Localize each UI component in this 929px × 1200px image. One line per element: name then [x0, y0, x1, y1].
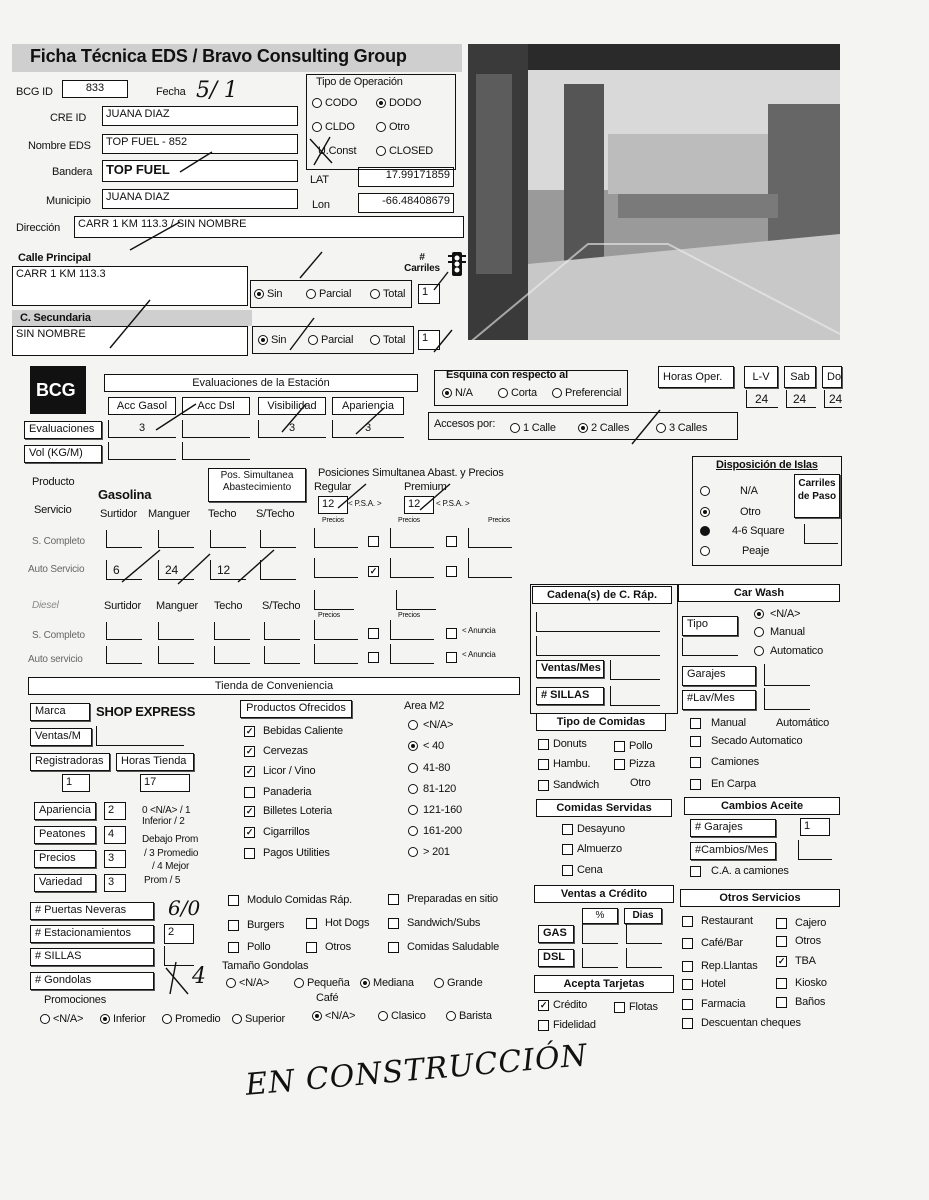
- option-label: > 201: [423, 846, 450, 858]
- rating-variedad-field[interactable]: 3: [104, 874, 126, 892]
- col-techo: Techo: [208, 508, 237, 520]
- scale-text-1: 0 <N/A> / 1 Inferior / 2: [142, 805, 191, 827]
- producto-label: Producto: [32, 476, 75, 488]
- option-label: Barista: [459, 1010, 492, 1022]
- rating-peatones-label: Peatones: [34, 826, 96, 844]
- option-label: Pollo: [629, 740, 653, 752]
- calle-principal-label: Calle Principal: [18, 252, 91, 264]
- option-label: 161-200: [423, 825, 462, 837]
- option-label: Fidelidad: [553, 1019, 596, 1031]
- option-label: Inferior: [113, 1013, 146, 1025]
- option-label: Clasico: [391, 1010, 426, 1022]
- diesel-completo-anuncia: < Anuncia: [462, 626, 496, 635]
- option-label: Almuerzo: [577, 843, 622, 855]
- cell-value: 12: [217, 563, 230, 577]
- option-label: Otro: [630, 777, 651, 789]
- bandera-field[interactable]: TOP FUEL: [102, 160, 298, 182]
- option-label: TBA: [795, 955, 816, 967]
- option-label: Flotas: [629, 1001, 658, 1013]
- carriles-paso-text: Carriles de Paso: [797, 478, 837, 502]
- precios-label-1: Precios: [322, 517, 344, 524]
- option-label: Preparadas en sitio: [407, 893, 498, 905]
- tipo-option-label: DODO: [389, 97, 422, 109]
- option-label: Sin: [267, 288, 283, 300]
- diesel-col-stecho: S/Techo: [262, 600, 301, 612]
- eval-value: 3: [139, 422, 145, 434]
- option-label: Crédito: [553, 999, 588, 1011]
- gondolas-label: # Gondolas: [30, 972, 154, 990]
- lat-label: LAT: [310, 174, 329, 186]
- lon-label: Lon: [312, 199, 330, 211]
- option-label: Sin: [271, 334, 287, 346]
- option-label: N/A: [740, 485, 758, 497]
- option-label: Rep.Llantas: [701, 960, 758, 972]
- car-wash-tipo-label: Tipo: [682, 616, 738, 636]
- scale-text-4: / 4 Mejor: [152, 861, 190, 872]
- cadena-title: Cadena(s) de C. Ráp.: [532, 586, 672, 604]
- tienda-title: Tienda de Conveniencia: [28, 677, 520, 695]
- sillas-label: # SILLAS: [30, 948, 154, 966]
- vol-label: Vol (KG/M): [24, 445, 102, 463]
- option-label: 81-120: [423, 783, 457, 795]
- pos-simultanea-text: Pos. Simultanea Abastecimiento: [220, 470, 294, 493]
- option-label: Camiones: [711, 756, 759, 768]
- gas-row-label-completo: S. Completo: [32, 536, 85, 547]
- direccion-field[interactable]: CARR 1 KM 113.3 / SIN NOMBRE: [74, 216, 464, 238]
- tipo-comidas-title: Tipo de Comidas: [536, 713, 666, 731]
- option-label: En Carpa: [711, 778, 756, 790]
- comidas-servidas-title: Comidas Servidas: [536, 799, 672, 817]
- ventas-m-label: Ventas/M: [30, 728, 92, 746]
- diesel-label: Diesel: [32, 600, 59, 611]
- bcg-id-label: BCG ID: [16, 86, 53, 98]
- option-label: Otros: [325, 941, 351, 953]
- cadena-ventas-label: Ventas/Mes: [536, 660, 604, 678]
- lon-field[interactable]: -66.48408679: [358, 193, 454, 213]
- option-label: C.A. a camiones: [711, 865, 789, 877]
- scale-text-5: Prom / 5: [144, 875, 181, 886]
- calle-principal-carriles[interactable]: 1: [418, 284, 440, 304]
- precios-label-3: Precios: [488, 517, 510, 524]
- option-label: Modulo Comidas Ráp.: [247, 894, 353, 906]
- tipo-option-label: CODO: [325, 97, 358, 109]
- diesel-col-manguer: Manguer: [156, 600, 199, 612]
- cre-id-field[interactable]: JUANA DIAZ: [102, 106, 298, 126]
- horas-col-do: Do: [822, 366, 842, 388]
- rating-apariencia-field[interactable]: 2: [104, 802, 126, 820]
- col-manguer: Manguer: [148, 508, 191, 520]
- car-wash-title: Car Wash: [678, 584, 840, 602]
- diesel-col-techo: Techo: [214, 600, 243, 612]
- option-label: Café/Bar: [701, 937, 743, 949]
- rating-precios-label: Precios: [34, 850, 96, 868]
- aceite-garajes-field[interactable]: 1: [800, 818, 830, 836]
- carriles-label: # Carriles: [404, 252, 440, 274]
- cambios-aceite-title: Cambios Aceite: [684, 797, 840, 815]
- option-label: Pizza: [629, 758, 655, 770]
- option-label: Mediana: [373, 977, 414, 989]
- evaluaciones-row-label: Evaluaciones: [24, 421, 102, 439]
- eval-col-acc-gasol: Acc Gasol: [108, 397, 176, 415]
- rating-variedad-label: Variedad: [34, 874, 96, 892]
- col-stecho: S/Techo: [256, 508, 295, 520]
- calle-secundaria-field[interactable]: SIN NOMBRE: [12, 326, 248, 356]
- credito-col-dias: Dias: [624, 908, 662, 924]
- promociones-label: Promociones: [44, 994, 106, 1006]
- eval-value: 3: [365, 422, 371, 434]
- cell-value: 24: [165, 563, 178, 577]
- option-label: 121-160: [423, 804, 462, 816]
- area-title: Area M2: [404, 700, 445, 712]
- option-label: Cigarrillos: [263, 826, 310, 838]
- option-label: Otros: [795, 935, 821, 947]
- form-title: Ficha Técnica EDS / Bravo Consulting Group: [30, 46, 407, 66]
- option-label: < 40: [423, 740, 444, 752]
- tipo-option-label: CLOSED: [389, 145, 434, 157]
- municipio-label: Municipio: [46, 195, 91, 207]
- horas-col-lv: L-V: [744, 366, 778, 388]
- handwritten-note: EN CONSTRUCCIÓN: [244, 1038, 590, 1103]
- diesel-auto-anuncia: < Anuncia: [462, 650, 496, 659]
- bcg-id-field[interactable]: 833: [62, 80, 128, 98]
- horas-tienda-field[interactable]: 17: [140, 774, 190, 792]
- estacionamientos-field[interactable]: 2: [164, 924, 194, 944]
- horas-value: 24: [755, 392, 768, 406]
- option-label: Grande: [447, 977, 483, 989]
- nombre-label: Nombre EDS: [28, 140, 91, 152]
- col-surtidor: Surtidor: [100, 508, 137, 520]
- car-wash-lav-label: #Lav/Mes: [682, 690, 756, 710]
- ventas-credito-title: Ventas a Crédito: [534, 885, 674, 903]
- option-label: <N/A>: [325, 1010, 356, 1022]
- option-label: Panaderia: [263, 786, 312, 798]
- eval-value: 3: [289, 422, 295, 434]
- horas-tienda-label: Horas Tienda: [116, 753, 194, 771]
- option-label: Cervezas: [263, 745, 308, 757]
- option-label: Promedio: [175, 1013, 221, 1025]
- aceite-cambios-label: #Cambios/Mes: [690, 842, 776, 860]
- gasolina-label: Gasolina: [98, 487, 152, 502]
- registradoras-label: Registradoras: [30, 753, 110, 771]
- municipio-field[interactable]: JUANA DIAZ: [102, 189, 298, 209]
- option-label: Licor / Vino: [263, 765, 316, 777]
- option-label: Corta: [511, 387, 537, 399]
- option-label: Farmacia: [701, 998, 746, 1010]
- option-label: 4-6 Square: [732, 525, 785, 537]
- option-label: Parcial: [321, 334, 354, 346]
- regular-psa-field[interactable]: 12: [318, 496, 348, 514]
- horas-value: 24: [793, 392, 806, 406]
- gas-row-label-auto: Auto Servicio: [28, 564, 85, 575]
- productos-title: Productos Ofrecidos: [240, 700, 352, 718]
- puertas-value[interactable]: 6/0: [168, 896, 201, 920]
- option-label: Baños: [795, 996, 826, 1008]
- diesel-row-completo: S. Completo: [32, 630, 85, 641]
- option-label: Secado Automatico: [711, 735, 803, 747]
- option-label: Superior: [245, 1013, 285, 1025]
- registradoras-field[interactable]: 1: [62, 774, 90, 792]
- fecha-label: Fecha: [156, 86, 186, 98]
- car-wash-garajes-label: Garajes: [682, 666, 756, 686]
- option-label: Kiosko: [795, 977, 827, 989]
- option-label: Parcial: [319, 288, 352, 300]
- option-label: <N/A>: [53, 1013, 84, 1025]
- regular-psa-label: < P.S.A. >: [348, 499, 382, 508]
- option-label: Cena: [577, 864, 603, 876]
- option-label: Total: [383, 334, 406, 346]
- option-label: Automático: [776, 717, 830, 729]
- puertas-label: # Puertas Neveras: [30, 902, 154, 920]
- calle-secundaria-carriles[interactable]: 1: [418, 330, 440, 350]
- cadena-sillas-label: # SILLAS: [536, 687, 604, 705]
- option-label: Manual: [711, 717, 746, 729]
- option-label: Otro: [740, 506, 761, 518]
- diesel-precios-2: Precios: [398, 612, 420, 619]
- premium-label: Premium: [404, 481, 447, 493]
- calle-principal-field[interactable]: CARR 1 KM 113.3: [12, 266, 248, 306]
- option-label: Cajero: [795, 917, 827, 929]
- scale-text-3: / 3 Promedio: [144, 848, 199, 859]
- diesel-col-surtidor: Surtidor: [104, 600, 141, 612]
- lat-field[interactable]: 17.99171859: [358, 167, 454, 187]
- credito-col-pct: %: [582, 908, 618, 924]
- aceite-garajes-label: # Garajes: [690, 819, 776, 837]
- marca-label: Marca: [30, 703, 90, 721]
- option-label: Bebidas Caliente: [263, 725, 343, 737]
- tipo-operacion-title: Tipo de Operación: [316, 76, 403, 88]
- marca-value[interactable]: SHOP EXPRESS: [96, 704, 196, 719]
- posiciones-label: Posiciones Simultanea Abast. y Precios: [318, 467, 504, 479]
- rating-precios-field[interactable]: 3: [104, 850, 126, 868]
- horas-col-sab: Sab: [784, 366, 816, 388]
- cell-value: 6: [113, 563, 120, 577]
- option-label: 1 Calle: [523, 422, 556, 434]
- bcg-logo-text: BCG: [36, 380, 76, 400]
- eval-col-visibilidad: Visibilidad: [258, 397, 326, 415]
- rating-apariencia-label: Apariencia: [34, 802, 96, 820]
- option-label: Billetes Loteria: [263, 805, 332, 817]
- option-label: Pequeña: [307, 977, 350, 989]
- tipo-option-label: U.Const: [318, 145, 357, 157]
- diesel-row-auto: Auto servicio: [28, 654, 83, 665]
- bandera-label: Bandera: [52, 166, 93, 178]
- otros-servicios-title: Otros Servicios: [680, 889, 840, 907]
- option-label: Pagos Utilities: [263, 847, 330, 859]
- disposicion-title: Disposición de Islas: [716, 459, 818, 471]
- cafe-label: Café: [316, 992, 339, 1004]
- option-label: Manual: [770, 626, 805, 638]
- fecha-value[interactable]: 5/ 1: [196, 78, 238, 103]
- option-label: Desayuno: [577, 823, 625, 835]
- scale-text-2: Debajo Prom: [142, 834, 199, 845]
- accesos-label: Accesos por:: [434, 418, 496, 430]
- tamano-label: Tamaño Gondolas: [222, 960, 309, 972]
- option-label: Hot Dogs: [325, 917, 370, 929]
- eval-col-apariencia: Apariencia: [332, 397, 404, 415]
- option-label: Pollo: [247, 941, 271, 953]
- option-label: Total: [383, 288, 406, 300]
- servicio-label: Servicio: [34, 504, 72, 516]
- credito-row-dsl: DSL: [538, 949, 574, 967]
- horas-value: 24: [829, 392, 842, 406]
- option-label: Automatico: [770, 645, 824, 657]
- tipo-option-label: Otro: [389, 121, 410, 133]
- nombre-field[interactable]: TOP FUEL - 852: [102, 134, 298, 154]
- rating-peatones-field[interactable]: 4: [104, 826, 126, 844]
- option-label: <N/A>: [770, 608, 801, 620]
- premium-psa-field[interactable]: 12: [404, 496, 434, 514]
- option-label: Sandwich: [553, 779, 600, 791]
- acepta-tarjetas-title: Acepta Tarjetas: [534, 975, 674, 993]
- option-label: Preferencial: [565, 387, 622, 399]
- cre-id-label: CRE ID: [50, 112, 87, 124]
- option-label: Descuentan cheques: [701, 1017, 801, 1029]
- option-label: 3 Calles: [669, 422, 708, 434]
- option-label: 2 Calles: [591, 422, 630, 434]
- esquina-title: Esquina con respecto al: [446, 369, 568, 381]
- diesel-precios-1: Precios: [318, 612, 340, 619]
- eval-col-acc-dsl: Acc Dsl: [182, 397, 250, 415]
- evaluaciones-header: Evaluaciones de la Estación: [104, 374, 418, 392]
- regular-label: Regular: [314, 481, 352, 493]
- option-label: <N/A>: [423, 719, 454, 731]
- calle-secundaria-label: C. Secundaria: [20, 312, 91, 324]
- option-label: Burgers: [247, 919, 285, 931]
- option-label: N/A: [455, 387, 473, 399]
- horas-oper-label: Horas Oper.: [658, 366, 734, 388]
- option-label: 41-80: [423, 762, 451, 774]
- gondolas-value[interactable]: 4: [192, 964, 206, 989]
- precios-label-2: Precios: [398, 517, 420, 524]
- estacionamientos-label: # Estacionamientos: [30, 925, 154, 943]
- option-label: Hambu.: [553, 758, 591, 770]
- premium-psa-label: < P.S.A. >: [436, 499, 470, 508]
- option-label: <N/A>: [239, 977, 270, 989]
- option-label: Restaurant: [701, 915, 753, 927]
- option-label: Donuts: [553, 738, 587, 750]
- option-label: Sandwich/Subs: [407, 917, 481, 929]
- direccion-label: Dirección: [16, 222, 61, 234]
- tipo-option-label: CLDO: [325, 121, 355, 133]
- option-label: Peaje: [742, 545, 770, 557]
- option-label: Comidas Saludable: [407, 941, 499, 953]
- option-label: Hotel: [701, 978, 726, 990]
- credito-row-gas: GAS: [538, 925, 574, 943]
